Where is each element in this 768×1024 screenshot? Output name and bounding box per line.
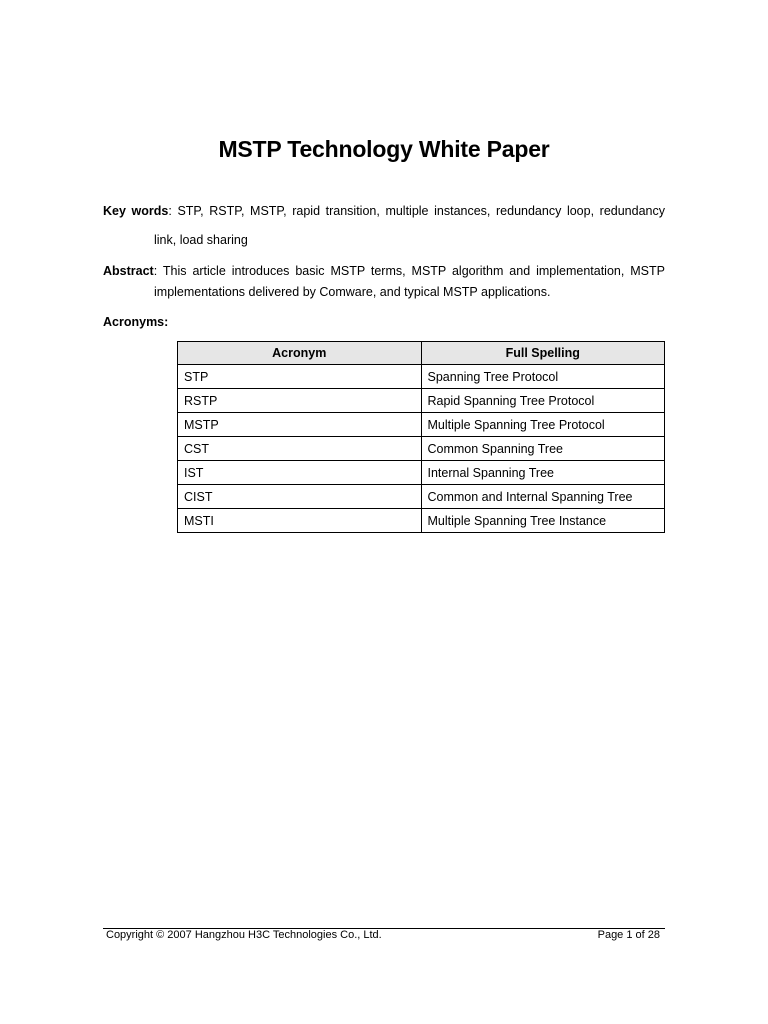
keywords-line-2: link, load sharing	[154, 233, 248, 247]
header-full-spelling: Full Spelling	[421, 342, 665, 365]
acronym-table	[177, 341, 665, 533]
abstract-line-1	[103, 264, 665, 278]
acronym-cell: STP	[178, 365, 422, 389]
acronym-cell: CST	[178, 437, 422, 461]
acronyms-heading: Acronyms:	[103, 315, 169, 329]
abstract-paragraph	[103, 264, 665, 299]
footer-copyright: Copyright © 2007 Hangzhou H3C Technologies Co., Ltd.	[106, 929, 382, 941]
table-row	[178, 389, 665, 413]
page-title: MSTP Technology White Paper	[218, 136, 550, 162]
table-row	[178, 437, 665, 461]
abstract-line-2: implementations delivered by Comware, and typical MSTP applications.	[154, 285, 551, 299]
keywords-paragraph	[103, 204, 665, 247]
table-row	[178, 365, 665, 389]
table-row	[178, 461, 665, 485]
table-header-row	[178, 342, 665, 365]
keywords-text: : STP, RSTP, MSTP, rapid transition, multiple instances, redundancy loop, redundancy	[168, 204, 665, 218]
footer-page-number: Page 1 of 28	[597, 929, 660, 941]
abstract-text: : This article introduces basic MSTP terms, MSTP algorithm and implementation, MSTP	[153, 264, 665, 278]
acronym-cell: IST	[178, 461, 422, 485]
header-acronym: Acronym	[178, 342, 422, 365]
acronym-cell: CIST	[178, 485, 422, 509]
abstract-label: Abstract	[103, 264, 154, 278]
table-row	[178, 485, 665, 509]
acronym-cell: MSTI	[178, 509, 422, 533]
table-row	[178, 509, 665, 533]
acronym-cell: RSTP	[178, 389, 422, 413]
full-spelling-cell: Multiple Spanning Tree Protocol	[421, 413, 665, 437]
full-spelling-cell: Common and Internal Spanning Tree	[421, 485, 665, 509]
table-row	[178, 413, 665, 437]
full-spelling-cell: Internal Spanning Tree	[421, 461, 665, 485]
acronym-cell: MSTP	[178, 413, 422, 437]
full-spelling-cell: Common Spanning Tree	[421, 437, 665, 461]
keywords-label: Key words	[103, 204, 169, 218]
keywords-line-1	[103, 204, 665, 218]
full-spelling-cell: Rapid Spanning Tree Protocol	[421, 389, 665, 413]
full-spelling-cell: Multiple Spanning Tree Instance	[421, 509, 665, 533]
full-spelling-cell: Spanning Tree Protocol	[421, 365, 665, 389]
